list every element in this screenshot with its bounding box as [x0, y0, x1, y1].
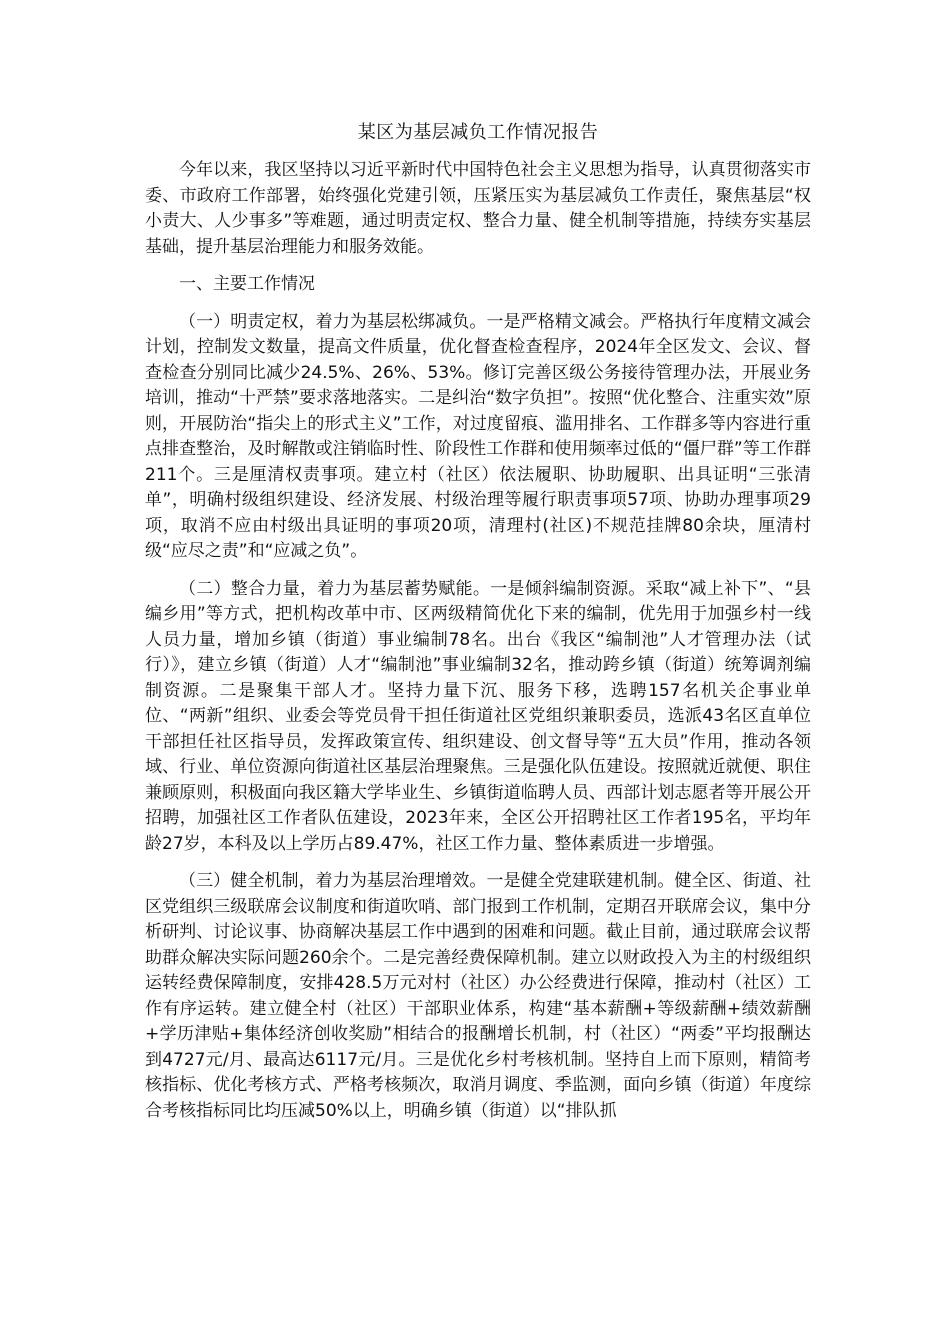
section-heading-main-work: 一、主要工作情况	[179, 274, 315, 294]
paragraph-integrate-forces: （二）整合力量，着力为基层蓄势赋能。一是倾斜编制资源。采取“减上补下”、“县编乡用”等方式，把机构改革中市、区两级精简优化下来的编制，优先用于加强乡村一线人员力量，增加乡镇（街道）事业编制78名。出台《我区“编制池”人才管理办法（试行）》，建立乡镇（街道）人才“编制池”事业编制32名，推动跨乡镇（街道）统筹调剂编制资源。二是聚集干部人才。坚持力量下沉、服务下移，选聘157名机关企事业单位、“两新”组织、业委会等党员骨干担任街道社区党组织兼职委员，选派43名区直单位干部担任社区指导员，发挥政策宣传、组织建设、创文督导等“五大员”作用，推动各领域、行业、单位资源向街道社区基层治理聚焦。三是强化队伍建设。按照就近就便、职住兼顾原则，积极面向我区籍大学毕业生、乡镇街道临聘人员、西部计划志愿者等开展公开招聘，加强社区工作者队伍建设，2023年来，全区公开招聘社区工作者195名，平均年龄27岁，本科及以上学历占89.47%，社区工作力量、整体素质进一步增强。	[145, 578, 811, 854]
paragraph-improve-mechanisms: （三）健全机制，着力为基层治理增效。一是健全党建联建机制。健全区、街道、社区党组织三级联席会议制度和街道吹哨、部门报到工作机制，定期召开联席会议，集中分析研判、讨论议事、协商解决基层工作中遇到的困难和问题。截止目前，通过联席会议帮助群众解决实际问题260余个。二是完善经费保障机制。建立以财政投入为主的村级组织运转经费保障制度，安排428.5万元对村（社区）办公经费进行保障，推动村（社区）工作有序运转。建立健全村（社区）干部职业体系，构建“基本薪酬+等级薪酬+绩效薪酬+学历津贴+集体经济创收奖励”相结合的报酬增长机制，村（社区）“两委”平均报酬达到4727元/月、最高达6117元/月。三是优化乡村考核机制。坚持自上而下原则，精简考核指标、优化考核方式、严格考核频次，取消月调度、季监测，面向乡镇（街道）年度综合考核指标同比均压减50%以上，明确乡镇（街道）以“排队抓	[145, 871, 811, 1121]
intro-paragraph: 今年以来，我区坚持以习近平新时代中国特色社会主义思想为指导，认真贯彻落实市委、市政府工作部署，始终强化党建引领，压紧压实为基层减负工作责任，聚焦基层“权小责大、人少事多”等难题，通过明责定权、整合力量、健全机制等措施，持续夯实基层基础，提升基层治理能力和服务效能。	[145, 160, 811, 257]
document-title: 某区为基层减负工作情况报告	[357, 122, 599, 143]
document-body	[145, 120, 811, 1136]
paragraph-clarify-powers: （一）明责定权，着力为基层松绑减负。一是严格精文减会。严格执行年度精文减会计划，控制发文数量，提高文件质量，优化督查检查程序，2024年全区发文、会议、督查检查分别同比减少24.5%、26%、53%。修订完善区级公务接待管理办法，开展业务培训，推动“十严禁”要求落地落实。二是纠治“数字负担”。按照“优化整合、注重实效”原则，开展防治“指尖上的形式主义”工作，对过度留痕、滥用排名、工作群多等内容进行重点排查整治，及时解散或注销临时性、阶段性工作群和使用频率过低的“僵尸群”等工作群211个。三是厘清权责事项。建立村（社区）依法履职、协助履职、出具证明“三张清单”，明确村级组织建设、经济发展、村级治理等履行职责事项57项、协助办理事项29项，取消不应由村级出具证明的事项20项，清理村(社区)不规范挂牌80余块，厘清村级“应尽之责”和“应减之负”。	[145, 311, 811, 561]
